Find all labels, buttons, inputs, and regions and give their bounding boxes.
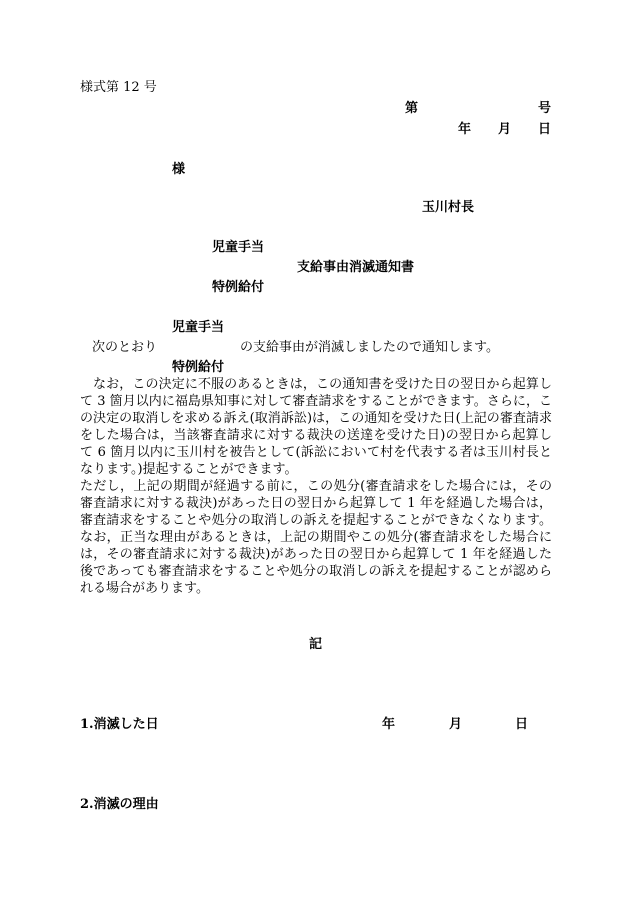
form-number: 様式第 12 号	[80, 80, 157, 95]
ki-heading: 記	[309, 637, 323, 652]
extinguished-date-month: 月	[449, 717, 463, 732]
date-year: 年	[458, 122, 472, 137]
extinguished-date-day: 日	[515, 717, 529, 732]
intro-option-special-benefit: 特例給付	[172, 360, 225, 375]
title-option-special-benefit: 特例給付	[212, 280, 265, 295]
extinguished-reason-label: 2.消滅の理由	[80, 797, 159, 812]
appeal-notice	[80, 376, 552, 597]
reference-number-suffix: 号	[538, 101, 552, 116]
extinguished-date-label: 1.消滅した日	[80, 717, 159, 732]
title-option-child-allowance: 児童手当	[212, 240, 265, 255]
reference-number-prefix: 第	[405, 101, 419, 116]
addressee-honorific: 様	[172, 162, 186, 177]
document-title: 支給事由消滅通知書	[297, 260, 415, 275]
date-day: 日	[538, 122, 552, 137]
appeal-notice-paragraph-1: なお，この決定に不服のあるときは，この通知書を受けた日の翌日から起算して 3 箇月以内に福島県知事に対して審査請求をすることができます。さらに，この決定の取消しを求める訴え(取消訴訟)は，この通知を受けた日(上記の審査請求をした場合は，当該審査請求に対する裁決の送達を受けた日)の翌日から起算して 6 箇月以内に玉川村を被告として(訴訟において村を代表する者は玉川村長となります。)提起することができます。	[80, 377, 552, 477]
appeal-notice-paragraph-2: ただし，上記の期間が経過する前に，この処分(審査請求をした場合には，その審査請求に対する裁決)があった日の翌日から起算して 1 年を経過した場合は，審査請求をすることや処分の取消しの訴えを提起することができなくなります。なお，正当な理由があるときは，上記の期間やこの処分(審査請求をした場合には，その審査請求に対する裁決)があった日の翌日から起算して 1 年を経過した後であっても審査請求をすることや処分の取消しの訴えを提起することが認められる場合があります。	[80, 479, 552, 596]
intro-option-child-allowance: 児童手当	[172, 320, 225, 335]
intro-suffix: の支給事由が消滅しましたので通知します。	[240, 340, 499, 355]
issuer-name: 玉川村長	[422, 200, 475, 215]
extinguished-date-year: 年	[382, 717, 396, 732]
intro-prefix: 次のとおり	[92, 340, 158, 355]
date-month: 月	[498, 122, 512, 137]
